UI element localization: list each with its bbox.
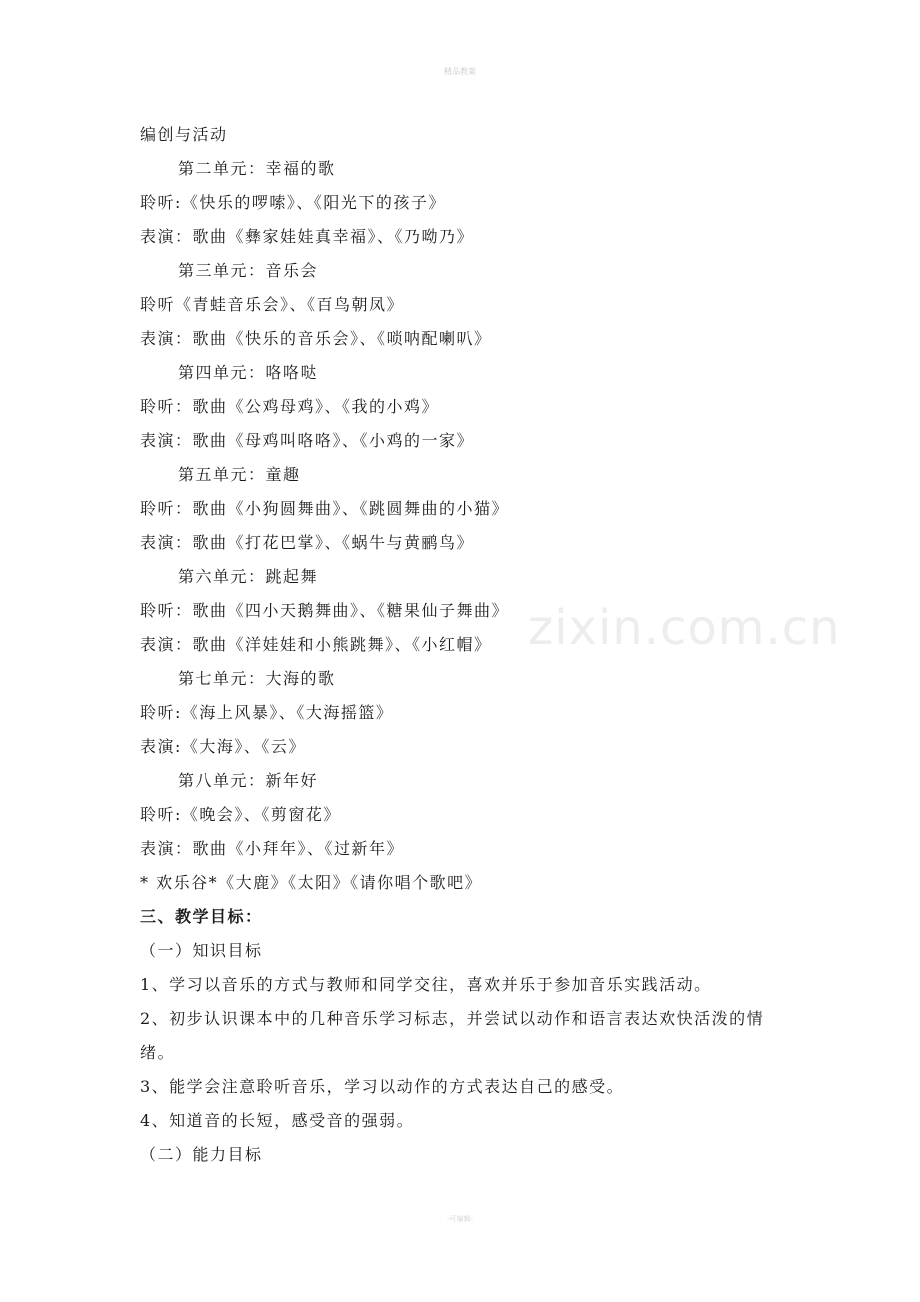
text-line: 表演：歌曲《洋娃娃和小熊跳舞》、《小红帽》	[140, 635, 492, 654]
text-line: * 欢乐谷*《大鹿》《太阳》《请你唱个歌吧》	[140, 873, 483, 892]
text-line: 表演：歌曲《快乐的音乐会》、《唢呐配喇叭》	[140, 329, 492, 348]
unit-heading: 第六单元：跳起舞	[178, 567, 319, 586]
unit-heading: 第八单元：新年好	[178, 771, 319, 790]
text-line: 1、学习以音乐的方式与教师和同学交往，喜欢并乐于参加音乐实践活动。	[140, 975, 712, 994]
text-line: 聆听:《晚会》、《剪窗花》	[140, 805, 341, 824]
text-line: 聆听：歌曲《小狗圆舞曲》、《跳圆舞曲的小猫》	[140, 499, 510, 518]
text-line: 聆听：歌曲《四小天鹅舞曲》、《糖果仙子舞曲》	[140, 601, 510, 620]
text-line: 聆听:《快乐的啰嗦》、《阳光下的孩子》	[140, 193, 446, 212]
section-heading: 三、教学目标：	[140, 907, 263, 926]
unit-heading: 第五单元：童趣	[178, 465, 301, 484]
text-line: 聆听《青蛙音乐会》、《百鸟朝凤》	[140, 295, 405, 314]
document-body	[140, 118, 790, 1172]
subsection-heading: （二）能力目标	[140, 1145, 263, 1164]
watermark: zixin.com.cn	[528, 600, 841, 656]
subsection-heading: （一）知识目标	[140, 941, 263, 960]
text-line: 聆听：歌曲《公鸡母鸡》、《我的小鸡》	[140, 397, 440, 416]
unit-heading: 第二单元：幸福的歌	[178, 159, 336, 178]
text-line: 编创与活动	[140, 125, 228, 144]
unit-heading: 第四单元：咯咯哒	[178, 363, 319, 382]
text-paragraph: 2、初步认识课本中的几种音乐学习标志，并尝试以动作和语言表达欢快活泼的情绪。	[140, 1009, 765, 1062]
text-line: 3、能学会注意聆听音乐，学习以动作的方式表达自己的感受。	[140, 1077, 625, 1096]
text-line: 表演:《大海》、《云》	[140, 737, 306, 756]
text-line: 4、知道音的长短，感受音的强弱。	[140, 1111, 415, 1130]
unit-heading: 第七单元：大海的歌	[178, 669, 336, 688]
header-mark: 精品教案	[444, 67, 476, 76]
footer-mark: -可编辑-	[446, 1215, 474, 1223]
text-line: 表演：歌曲《打花巴掌》、《蜗牛与黄鹂鸟》	[140, 533, 475, 552]
text-line: 聆听:《海上风暴》、《大海摇篮》	[140, 703, 394, 722]
text-line: 表演：歌曲《彝家娃娃真幸福》、《乃呦乃》	[140, 227, 475, 246]
unit-heading: 第三单元：音乐会	[178, 261, 319, 280]
text-line: 表演：歌曲《母鸡叫咯咯》、《小鸡的一家》	[140, 431, 475, 450]
text-line: 表演：歌曲《小拜年》、《过新年》	[140, 839, 405, 858]
